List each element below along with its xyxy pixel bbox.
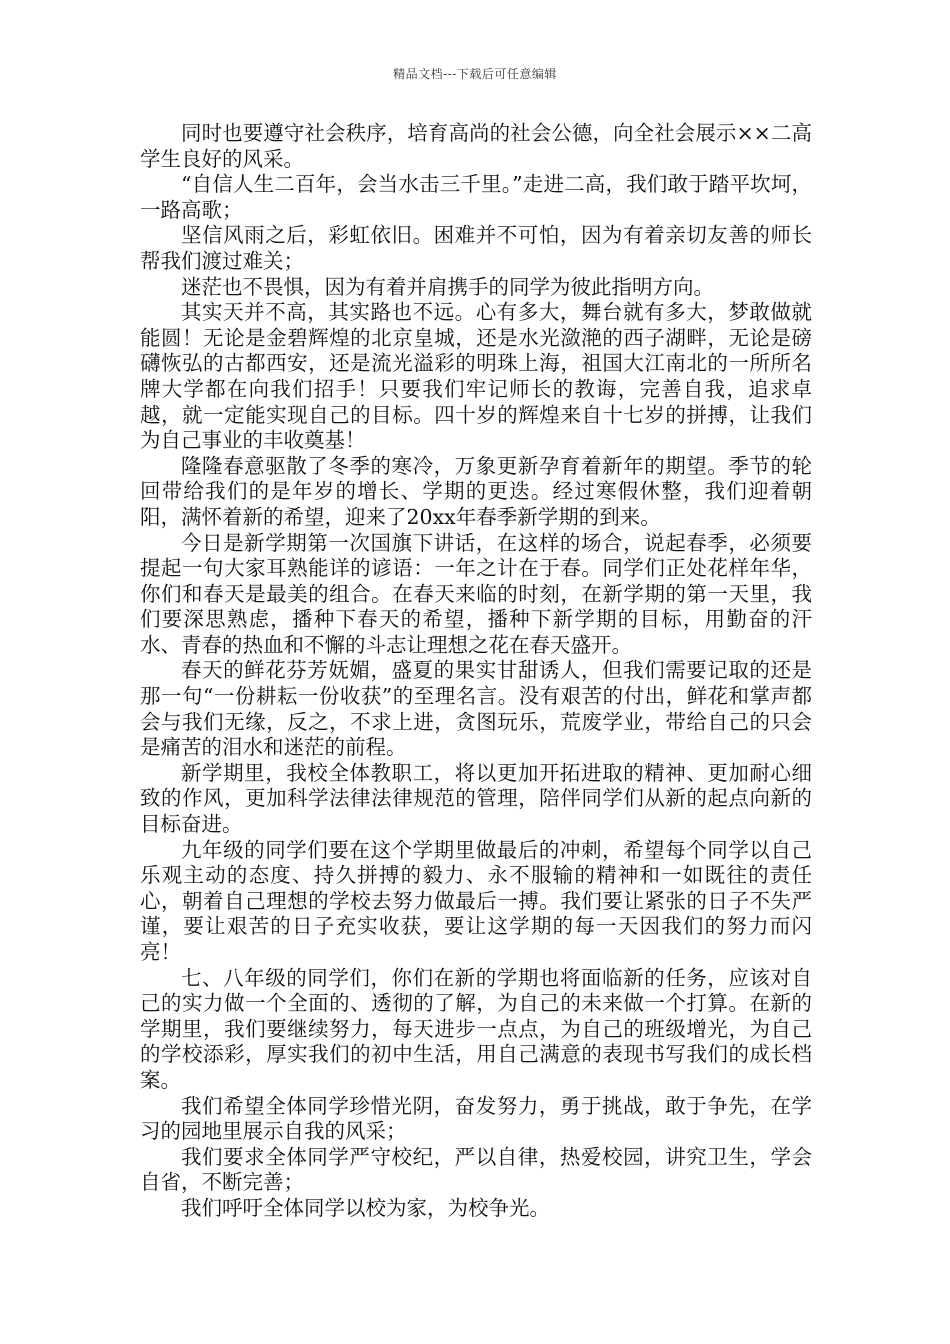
paragraph: 我们希望全体同学珍惜光阴，奋发努力，勇于挑战，敢于争先，在学习的园地里展示自我的风采； [140,1093,812,1144]
paragraph: 七、八年级的同学们，你们在新的学期也将面临新的任务，应该对自己的实力做一个全面的、透彻的了解，为自己的未来做一个打算。在新的学期里，我们要继续努力，每天进步一点点，为自己的班级增光，为自己的学校添彩，厚实我们的初中生活，用自己满意的表现书写我们的成长档案。 [140,965,812,1092]
paragraph: “自信人生二百年，会当水击三千里。”走进二高，我们敢于踏平坎坷，一路高歌； [140,172,812,222]
document-body [140,121,812,1222]
paragraph: 新学期里，我校全体教职工，将以更加开拓进取的精神、更加耐心细致的作风，更加科学法律法律规范的管理，陪伴同学们从新的起点向新的目标奋进。 [140,760,812,837]
paragraph: 我们要求全体同学严守校纪，严以自律，热爱校园，讲究卫生，学会自省，不断完善； [140,1144,812,1195]
page-header: 精品文档---下载后可任意编辑 [393,67,557,81]
paragraph: 九年级的同学们要在这个学期里做最后的冲刺，希望每个同学以自己乐观主动的态度、持久拼搏的毅力、永不服输的精神和一如既往的责任心，朝着自己理想的学校去努力做最后一搏。我们要让紧张的日子不失严谨，要让艰苦的日子充实收获，要让这学期的每一天因我们的努力而闪亮！ [140,837,812,964]
paragraph: 我们呼吁全体同学以校为家，为校争光。 [181,1195,550,1220]
paragraph: 坚信风雨之后，彩虹依旧。困难并不可怕，因为有着亲切友善的师长帮我们渡过难关； [140,223,812,273]
paragraph: 其实天并不高，其实路也不远。心有多大，舞台就有多大，梦敢做就能圆！无论是金碧辉煌的北京皇城，还是水光潋滟的西子湖畔，无论是磅礴恢弘的古都西安，还是流光溢彩的明珠上海，祖国大江南北的一所所名牌大学都在向我们招手！只要我们牢记师长的教诲，完善自我，追求卓越，就一定能实现自己的目标。四十岁的辉煌来自十七岁的拼搏，让我们为自己事业的丰收奠基！ [140,300,812,453]
paragraph: 今日是新学期第一次国旗下讲话，在这样的场合，说起春季，必须要提起一句大家耳熟能详的谚语：一年之计在于春。同学们正处花样年华，你们和春天是最美的组合。在春天来临的时刻，在新学期的第一天里，我们要深思熟虑，播种下春天的希望，播种下新学期的目标，用勤奋的汗水、青春的热血和不懈的斗志让理想之花在春天盛开。 [140,530,812,657]
paragraph: 同时也要遵守社会秩序，培育高尚的社会公德，向全社会展示××二高学生良好的风采。 [140,121,812,171]
paragraph: 春天的鲜花芬芳妩媚，盛夏的果实甘甜诱人，但我们需要记取的还是那一句“一份耕耘一份收获”的至理名言。没有艰苦的付出，鲜花和掌声都会与我们无缘，反之，不求上进，贪图玩乐，荒废学业，带给自己的只会是痛苦的泪水和迷茫的前程。 [140,658,812,760]
paragraph: 迷茫也不畏惧，因为有着并肩携手的同学为彼此指明方向。 [181,274,714,299]
paragraph: 隆隆春意驱散了冬季的寒冷，万象更新孕育着新年的期望。季节的轮回带给我们的是年岁的增长、学期的更迭。经过寒假休整，我们迎着朝阳，满怀着新的希望，迎来了20xx年春季新学期的到来。 [140,453,812,529]
